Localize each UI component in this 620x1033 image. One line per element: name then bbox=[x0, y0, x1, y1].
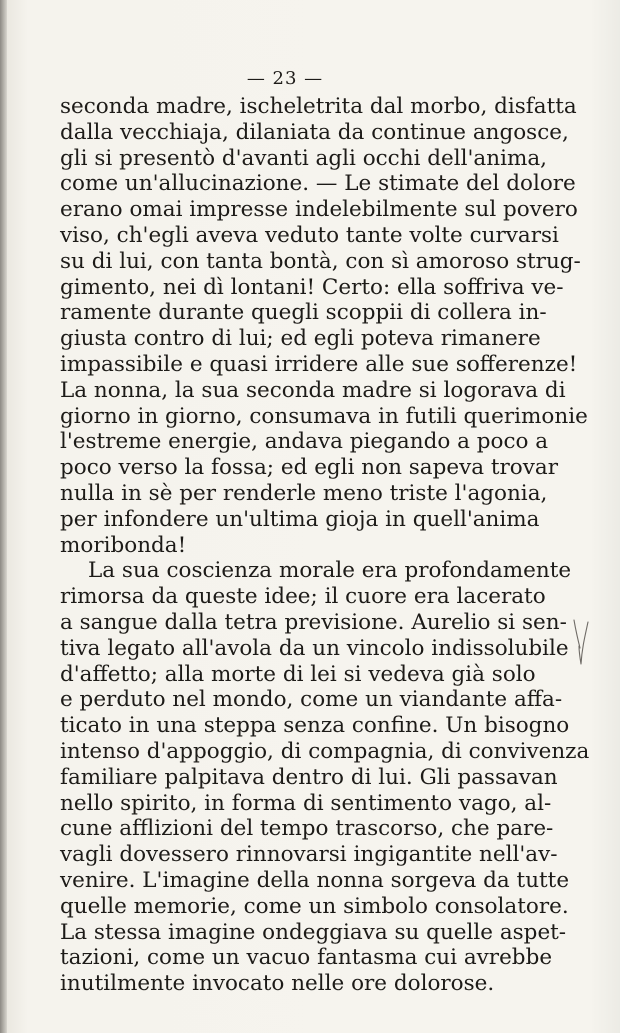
text-line: gli si presentò d'avanti agli occhi dell'anima, bbox=[60, 145, 548, 171]
text-line: impassibile e quasi irridere alle sue sofferenze! bbox=[60, 351, 578, 377]
text-line: per infondere un'ultima gioja in quell'anima bbox=[60, 506, 540, 532]
page-binding-edge bbox=[0, 0, 7, 1033]
text-line: e perduto nel mondo, come un viandante affa- bbox=[60, 687, 563, 713]
text-line: giusta contro di lui; ed egli poteva rimanere bbox=[60, 326, 541, 352]
text-line: poco verso la fossa; ed egli non sapeva trovar bbox=[60, 455, 558, 481]
text-line: nello spirito, in forma di sentimento vago, al- bbox=[60, 790, 552, 816]
text-line: dalla vecchiaja, dilaniata da continue angosce, bbox=[60, 119, 569, 145]
text-line: su di lui, con tanta bontà, con sì amoroso strug- bbox=[60, 248, 581, 274]
text-line: inutilmente invocato nelle ore dolorose. bbox=[60, 971, 495, 997]
text-line: La stessa imagine ondeggiava su quelle aspet- bbox=[60, 919, 567, 945]
text-line: l'estreme energie, andava piegando a poco a bbox=[60, 429, 549, 455]
text-line: cune afflizioni del tempo trascorso, che pare- bbox=[60, 816, 554, 842]
text-line: viso, ch'egli aveva veduto tante volte curvarsi bbox=[60, 222, 559, 248]
text-line: d'affetto; alla morte di lei si vedeva già solo bbox=[60, 661, 536, 687]
text-line: intenso d'appoggio, di compagnia, di convivenza bbox=[60, 738, 590, 764]
text-line: tiva legato all'avola da un vincolo indissolubile bbox=[60, 635, 569, 661]
text-line: familiare palpitava dentro di lui. Gli passavan bbox=[60, 764, 558, 790]
text-line: gimento, nei dì lontani! Certo: ella soffriva ve- bbox=[60, 274, 564, 300]
text-line: nulla in sè per renderle meno triste l'agonia, bbox=[60, 480, 548, 506]
text-line: La sua coscienza morale era profondamente bbox=[88, 558, 572, 584]
text-line: moribonda! bbox=[60, 532, 187, 558]
text-line: ticato in una steppa senza confine. Un bisogno bbox=[60, 713, 570, 739]
text-line: erano omai impresse indelebilmente sul povero bbox=[60, 197, 578, 223]
text-line: tazioni, come un vacuo fantasma cui avrebbe bbox=[60, 945, 553, 971]
text-line: vagli dovessero rinnovarsi ingigantite nell'av- bbox=[60, 842, 558, 868]
body-text bbox=[60, 94, 590, 997]
text-line: quelle memorie, come un simbolo consolatore. bbox=[60, 893, 569, 919]
text-line: ramente durante quegli scoppii di collera in- bbox=[60, 300, 547, 326]
text-line: rimorsa da queste idee; il cuore era lacerato bbox=[60, 584, 546, 610]
pencil-margin-mark bbox=[572, 618, 592, 670]
text-line: La nonna, la sua seconda madre si logorava di bbox=[60, 377, 566, 403]
page-number: — 23 — bbox=[246, 68, 324, 89]
text-line: venire. L'imagine della nonna sorgeva da tutte bbox=[60, 867, 570, 893]
text-line: come un'allucinazione. — Le stimate del dolore bbox=[60, 171, 576, 197]
text-line: giorno in giorno, consumava in futili querimonie bbox=[60, 403, 588, 429]
text-line: a sangue dalla tetra previsione. Aurelio si sen- bbox=[60, 609, 567, 635]
text-line: seconda madre, ischeletrita dal morbo, disfatta bbox=[60, 94, 577, 119]
